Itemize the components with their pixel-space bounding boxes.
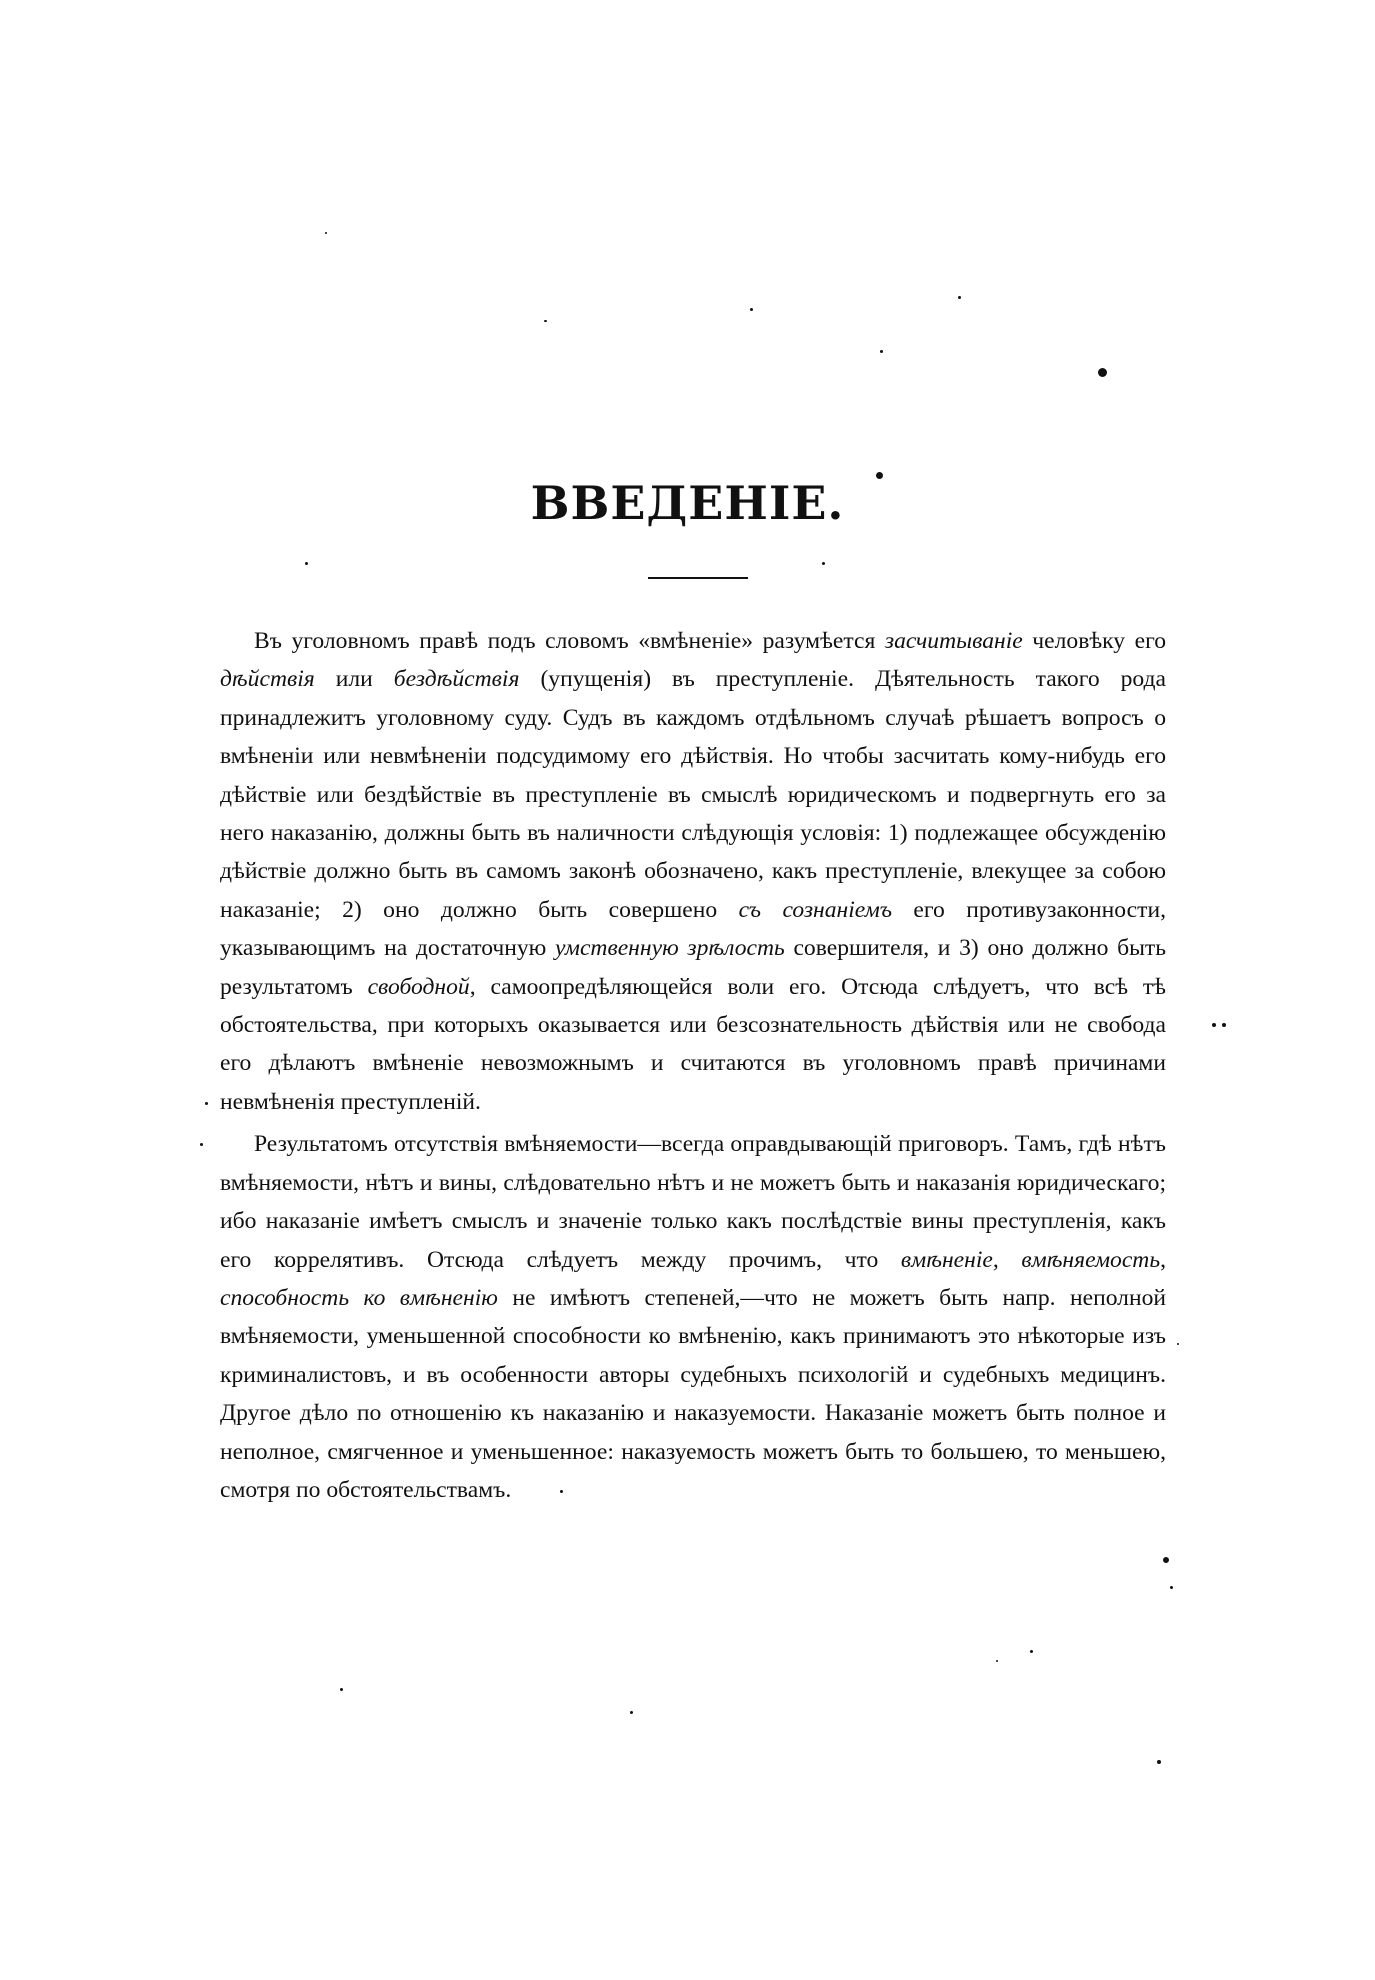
italic-segment: свободной: [367, 973, 470, 1000]
scan-speck: [996, 1660, 998, 1662]
scan-speck: [1157, 1760, 1161, 1764]
scan-speck: [544, 320, 547, 322]
italic-segment: способность ко вмѣненію: [220, 1284, 498, 1311]
scan-speck: [1212, 1023, 1216, 1027]
italic-segment: вмѣняемость: [1021, 1246, 1161, 1273]
text-segment: или: [314, 666, 394, 693]
scan-speck: [958, 296, 961, 299]
text-segment: человѣку его: [1022, 628, 1166, 654]
text-segment: Результатомъ отсутствія вмѣняемости—всегда оправдывающій приговоръ. Тамъ, гдѣ нѣтъ вмѣняемости, нѣтъ и вины, слѣдовательно нѣтъ и не можетъ быть и наказанія юридическаго; ибо наказаніе имѣетъ смыслъ и значеніе только какъ послѣдствіе вины преступленія, какъ его коррелятивъ. Отсюда слѣдуетъ между прочимъ, что: [220, 1131, 1166, 1273]
text-segment: Въ уголовномъ правѣ подъ словомъ «вмѣненіе» разумѣется: [254, 628, 885, 654]
scan-speck: [630, 1711, 633, 1714]
scan-speck: [305, 562, 308, 565]
scan-speck: [325, 232, 327, 234]
italic-segment: съ сознаніемъ: [738, 896, 892, 923]
scan-speck: [1222, 1023, 1226, 1027]
scan-speck: [205, 1102, 208, 1105]
scan-speck: [822, 562, 825, 565]
scan-speck: [750, 308, 753, 311]
scan-speck: [200, 1143, 203, 1146]
text-segment: ,: [992, 1246, 1022, 1273]
body-text: [220, 622, 1166, 1509]
scan-speck: [340, 1688, 343, 1691]
scan-speck: [1177, 1343, 1179, 1345]
scan-speck: [560, 1490, 563, 1493]
text-segment: , самоопредѣляющейся воли его. Отсюда слѣдуетъ, что всѣ тѣ обстоятельства, при которыхъ оказывается или безсознательность дѣйствія или не свобода его дѣлаютъ вмѣненіе невозможнымъ и считаются въ уголовномъ правѣ причинами невмѣненія преступленій.: [220, 973, 1166, 1115]
text-segment: (упущенія) въ преступленіе. Дѣятельность такого рода принадлежитъ уголовному суду. Судъ въ каждомъ отдѣльномъ случаѣ рѣшаетъ вопросъ о вмѣненіи или невмѣненіи подсудимому его дѣйствія. Но чтобы засчитать кому-нибудь его дѣйствіе или бездѣйствіе въ преступленіе въ смыслѣ юридическомъ и подвергнуть его за него наказанію, должны быть въ наличности слѣдующія условія: 1) подлежащее обсужденію дѣйствіе должно быть въ самомъ законѣ обозначено, какъ преступленіе, влекущее за собою наказаніе; 2) оно должно быть совершено: [220, 666, 1167, 923]
italic-segment: умственную зрѣлость: [555, 935, 785, 962]
scan-speck: [1030, 1650, 1033, 1653]
italic-segment: бездѣйствія: [393, 666, 520, 693]
page-title: ВВЕДЕНІЕ.: [530, 476, 845, 530]
scan-speck: [1163, 1557, 1169, 1563]
title-divider: [648, 577, 748, 579]
scan-speck: [880, 350, 883, 353]
text-segment: не имѣютъ степеней,—что не можетъ быть напр. неполной вмѣняемости, уменьшенной способности ко вмѣненію, какъ принимаютъ это нѣкоторые изъ криминалистовъ, и въ особенности авторы судебныхъ психологій и судебныхъ медицинъ. Другое дѣло по отношенію къ наказанію и наказуемости. Наказаніе можетъ быть полное и неполное, смягченное и уменьшенное: наказуемость можетъ быть то большею, то меньшею, смотря по обстоятельствамъ.: [220, 1284, 1167, 1503]
text-segment: совершителя, и 3) оно должно быть результатомъ: [220, 935, 1166, 1000]
text-segment: ,: [1160, 1246, 1166, 1273]
text-segment: его противузаконности, указывающимъ на достаточную: [220, 896, 1166, 962]
scan-speck: [876, 472, 883, 479]
scan-speck: [1098, 368, 1107, 377]
italic-segment: засчитываніе: [884, 628, 1023, 654]
italic-segment: дѣйствія: [220, 666, 315, 693]
paragraph-1: [220, 622, 1166, 1121]
paragraph-2: [220, 1125, 1166, 1509]
italic-segment: вмѣненіе: [900, 1246, 993, 1273]
scan-speck: [1170, 1586, 1173, 1589]
